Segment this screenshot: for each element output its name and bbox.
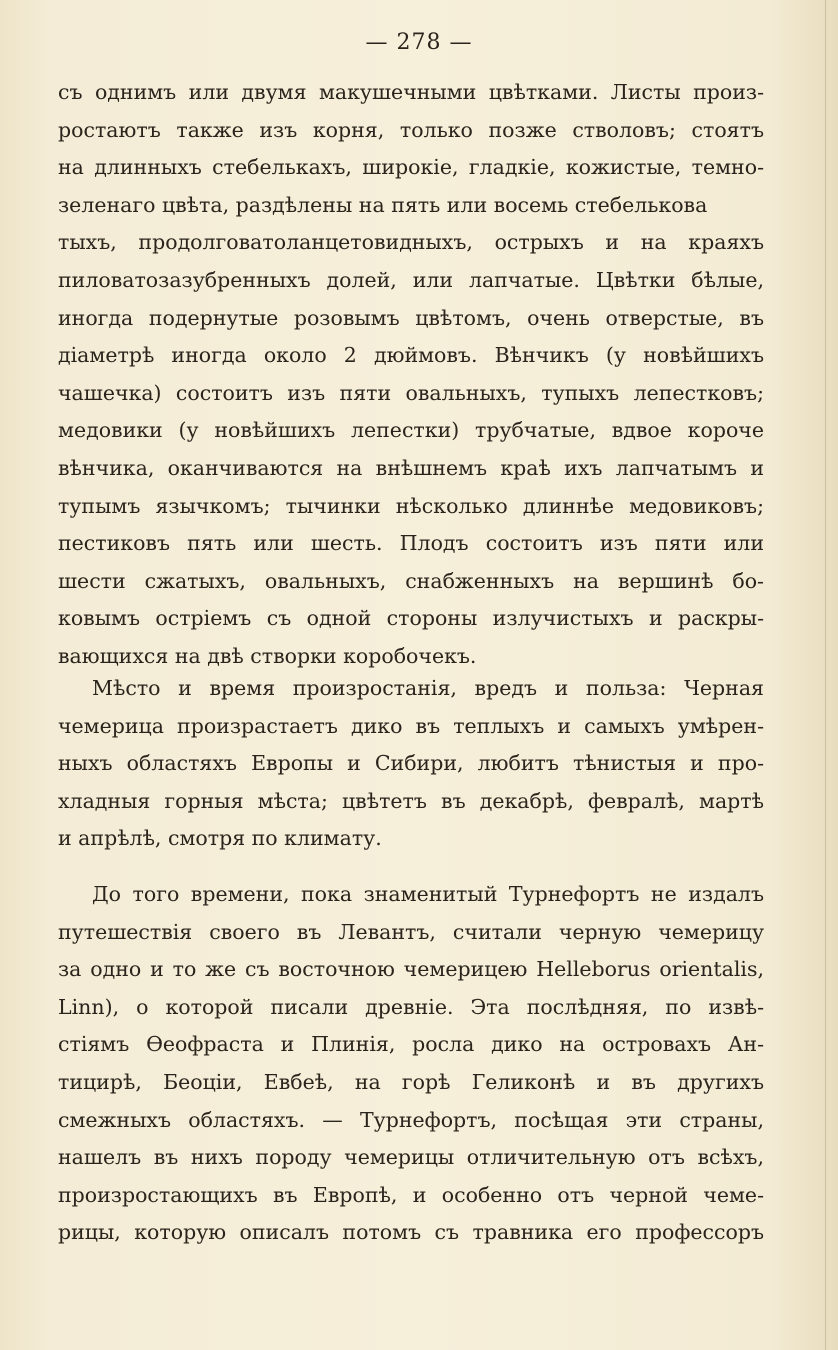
text-line: тицирѣ, Беоціи, Евбеѣ, на горѣ Геликонѣ и въ другихъ bbox=[58, 1069, 764, 1094]
text-line: вѣнчика, оканчиваются на внѣшнемъ краѣ ихъ лапчатымъ и bbox=[58, 455, 764, 480]
text-line: Linn), о которой писали древніе. Эта послѣдняя, по извѣ- bbox=[58, 994, 764, 1019]
text-line: смежныхъ областяхъ. — Турнефортъ, посѣщая эти страны, bbox=[58, 1107, 764, 1132]
text-line: пестиковъ пять или шесть. Плодъ состоитъ изъ пяти или bbox=[58, 531, 764, 556]
text-line: медовики (у новѣйшихъ лепестки) трубчатые, вдвое короче bbox=[58, 418, 764, 443]
text-line: и апрѣлѣ, смотря по климату. bbox=[58, 826, 382, 851]
page-number: — 278 — bbox=[365, 30, 473, 55]
paragraph-3 bbox=[58, 876, 764, 1252]
page-edge-shadow bbox=[825, 0, 826, 1350]
text-line: ковымъ остріемъ съ одной стороны излучистыхъ и раскры- bbox=[58, 606, 764, 631]
text-line: путешествія своего въ Левантъ, считали черную чемерицу bbox=[58, 919, 764, 944]
text-line: рицы, которую описалъ потомъ съ травника его профессоръ bbox=[58, 1220, 764, 1245]
text-line: иногда подернутые розовымъ цвѣтомъ, очень отверстые, въ bbox=[58, 305, 764, 330]
text-line: зеленаго цвѣта, раздѣлены на пять или восемь стебелькова bbox=[58, 192, 708, 217]
text-line: на длинныхъ стебелькахъ, широкіе, гладкіе, кожистые, темно- bbox=[58, 155, 764, 180]
text-line: хладныя горныя мѣста; цвѣтетъ въ декабрѣ, февралѣ, мартѣ bbox=[58, 788, 764, 813]
text-line: ростаютъ также изъ корня, только позже стволовъ; стоятъ bbox=[58, 117, 764, 142]
text-line: чемерица произрастаетъ дико въ теплыхъ и самыхъ умѣрен- bbox=[58, 713, 764, 738]
text-line: шести сжатыхъ, овальныхъ, снабженныхъ на вершинѣ бо- bbox=[58, 568, 764, 593]
text-line: тупымъ язычкомъ; тычинки нѣсколько длиннѣе медовиковъ; bbox=[58, 493, 764, 518]
text-line: пиловатозазубренныхъ долей, или лапчатые. Цвѣтки бѣлые, bbox=[58, 267, 764, 292]
paragraph-2 bbox=[58, 670, 764, 858]
text-line: Мѣсто и время произростанія, вредъ и польза: Черная bbox=[92, 676, 764, 700]
text-line: чашечка) состоитъ изъ пяти овальныхъ, тупыхъ лепестковъ; bbox=[58, 380, 764, 405]
text-line: діаметрѣ иногда около 2 дюймовъ. Вѣнчикъ (у новѣйшихъ bbox=[58, 343, 764, 368]
text-line: нашелъ въ нихъ породу чемерицы отличительную отъ всѣхъ, bbox=[58, 1145, 764, 1170]
paragraph-1 bbox=[58, 74, 764, 676]
text-line: произростающихъ въ Европѣ, и особенно отъ черной чеме- bbox=[58, 1182, 764, 1207]
text-line: за одно и то же съ восточною чемерицею Helleborus orientalis, bbox=[58, 957, 764, 982]
text-line: стіямъ Ѳеофраста и Плинія, росла дико на островахъ Ан- bbox=[58, 1032, 764, 1057]
text-line: тыхъ, продолговатоланцетовидныхъ, острыхъ и на краяхъ bbox=[58, 230, 764, 255]
text-line: ныхъ областяхъ Европы и Сибири, любитъ тѣнистыя и про- bbox=[58, 751, 764, 776]
text-line: До того времени, пока знаменитый Турнефортъ не издалъ bbox=[92, 882, 764, 906]
text-line: вающихся на двѣ створки коробочекъ. bbox=[58, 643, 477, 668]
text-line: съ однимъ или двумя макушечными цвѣтками. Листы произ- bbox=[58, 80, 764, 104]
